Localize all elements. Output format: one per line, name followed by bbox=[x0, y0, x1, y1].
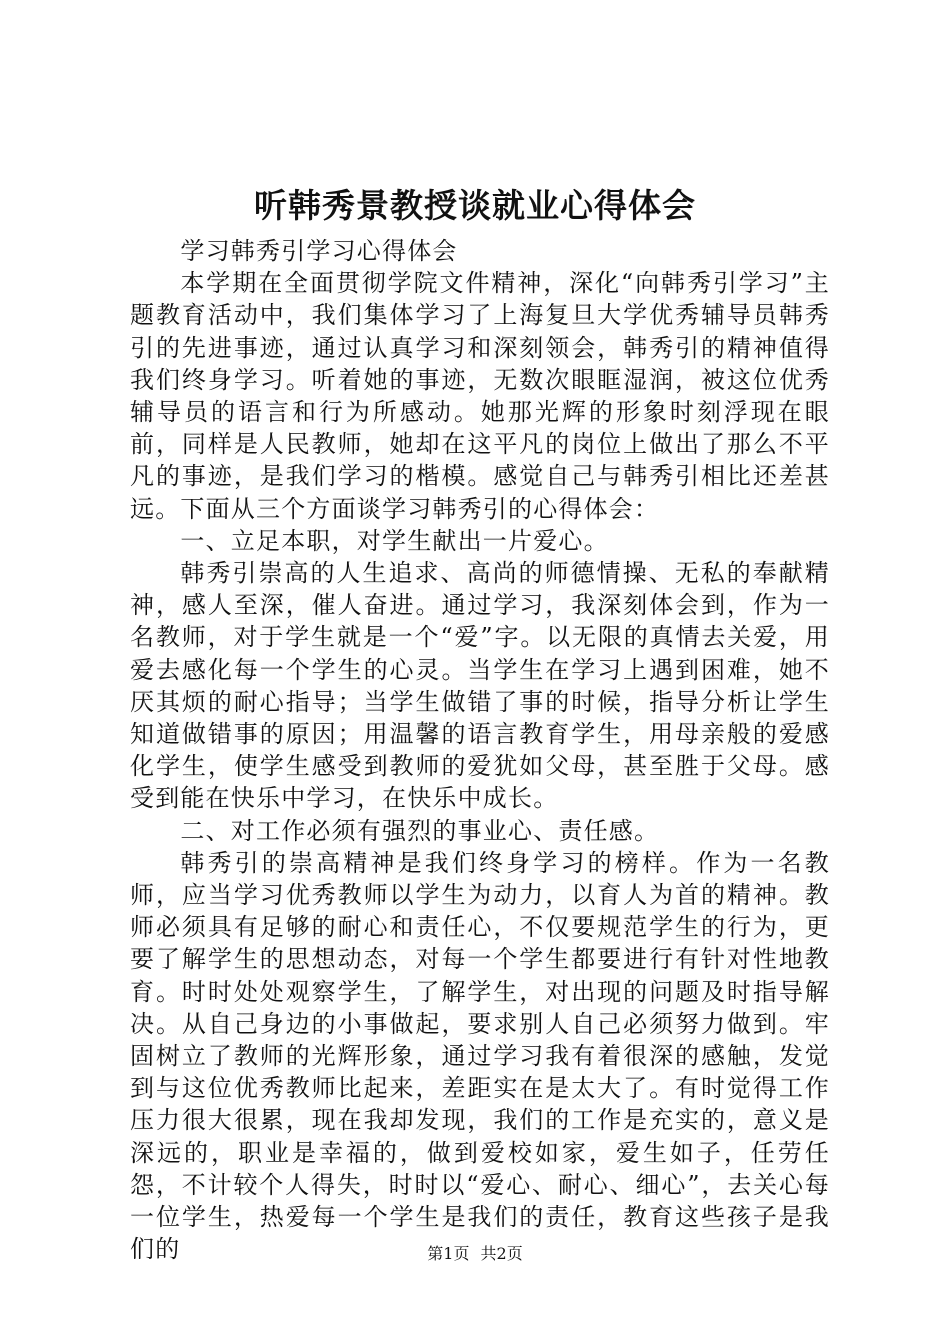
paragraph-section-2: 韩秀引的崇高精神是我们终身学习的榜样。作为一名教师，应当学习优秀教师以学生为动力，以育人为首的精神。教师必须具有足够的耐心和责任心，不仅要规范学生的行为，更要了解学生的思想动态，对每一个学生都要进行有针对性地教育。时时处处观察学生，了解学生，对出现的问题及时指导解决。从自己身边的小事做起，要求别人自己必须努力做到。牢固树立了教师的光辉形象，通过学习我有着很深的感触，发觉到与这位优秀教师比起来，差距实在是太大了。有时觉得工作压力很大很累，现在我却发现，我们的工作是充实的，意义是深远的，职业是幸福的，做到爱校如家，爱生如子，任劳任怨，不计较个人得失，时时以“爱心、耐心、细心”，去关心每一位学生，热爱每一个学生是我们的责任，教育这些孩子是我们的 bbox=[130, 848, 830, 1264]
paragraph-subtitle: 学习韩秀引学习心得体会 bbox=[180, 237, 458, 265]
section-heading-1: 一、立足本职，对学生献出一片爱心。 bbox=[180, 526, 609, 555]
page-total: 共2页 bbox=[480, 1244, 523, 1263]
page-number: 第1页 bbox=[427, 1244, 470, 1263]
paragraph-intro: 本学期在全面贯彻学院文件精神，深化“向韩秀引学习”主题教育活动中，我们集体学习了上海复旦大学优秀辅导员韩秀引的先进事迹，通过认真学习和深刻领会，韩秀引的精神值得我们终身学习。听着她的事迹，无数次眼眶湿润，被这位优秀辅导员的语言和行为所感动。她那光辉的形象时刻浮现在眼前，同样是人民教师，她却在这平凡的岗位上做出了那么不平凡的事迹，是我们学习的楷模。感觉自己与韩秀引相比还差甚远。下面从三个方面谈学习韩秀引的心得体会： bbox=[130, 269, 830, 523]
page-footer bbox=[0, 1242, 950, 1266]
paragraph-section-1: 韩秀引崇高的人生追求、高尚的师德情操、无私的奉献精神，感人至深，催人奋进。通过学习，我深刻体会到，作为一名教师，对于学生就是一个“爱”字。以无限的真情去关爱，用爱去感化每一个学生的心灵。当学生在学习上遇到困难，她不厌其烦的耐心指导；当学生做错了事的时候，指导分析让学生知道做错事的原因；用温馨的语言教育学生，用母亲般的爱感化学生，使学生感受到教师的爱犹如父母，甚至胜于父母。感受到能在快乐中学习，在快乐中成长。 bbox=[130, 559, 830, 813]
section-heading-2: 二、对工作必须有强烈的事业心、责任感。 bbox=[180, 816, 660, 845]
document-body bbox=[130, 235, 830, 1266]
document-title: 听韩秀景教授谈就业心得体会 bbox=[254, 186, 696, 225]
